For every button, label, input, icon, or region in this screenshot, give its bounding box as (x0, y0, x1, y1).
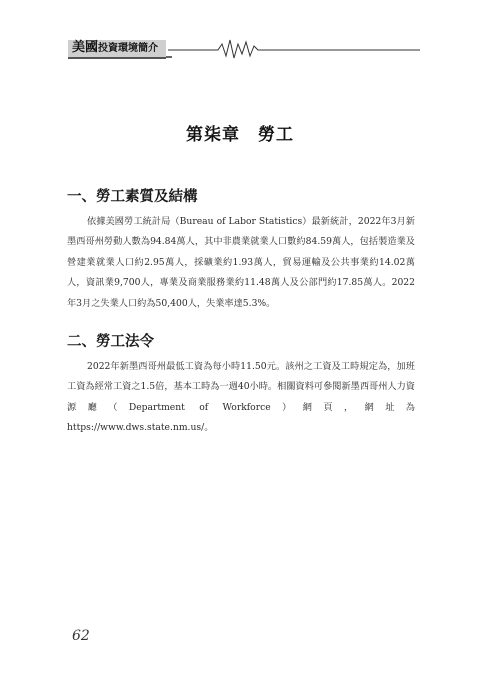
section-title-labor-quality: 一、勞工素質及結構 (67, 188, 198, 205)
header-brand: 美國 (72, 40, 99, 55)
running-header (68, 36, 420, 60)
header-tab (68, 40, 166, 59)
paragraph-labor-law: 2022年新墨西哥州最低工資為每小時11.50元。該州之工資及工時規定為，加班工資為經常工資之1.5倍，基本工時為一週40小時。相關資料可參閱新墨西哥州人力資源廳（Department of Workforce）網頁，網址為https://www.dws.state.nm.us/。 (67, 361, 415, 434)
section-title-labor-law: 二、勞工法令 (67, 333, 154, 350)
header-subtitle: 投資環境簡介 (98, 43, 159, 54)
paragraph-labor-quality: 依據美國勞工統計局（Bureau of Labor Statistics）最新統計，2022年3月新墨西哥州勞動人數為94.84萬人，其中非農業就業人口數約84.59萬人，包括製造業及營建業就業人口約2.95萬人，採礦業約1.93萬人，貿易運輸及公共事業約14.02萬人，資訊業9,700人，專業及商業服務業約11.48萬人及公部門約17.85萬人。2022年3月之失業人口約為50,400人，失業率達5.3%。 (67, 216, 415, 309)
chapter-title: 第柒章 勞工 (186, 125, 294, 145)
page-number: 62 (72, 628, 90, 644)
